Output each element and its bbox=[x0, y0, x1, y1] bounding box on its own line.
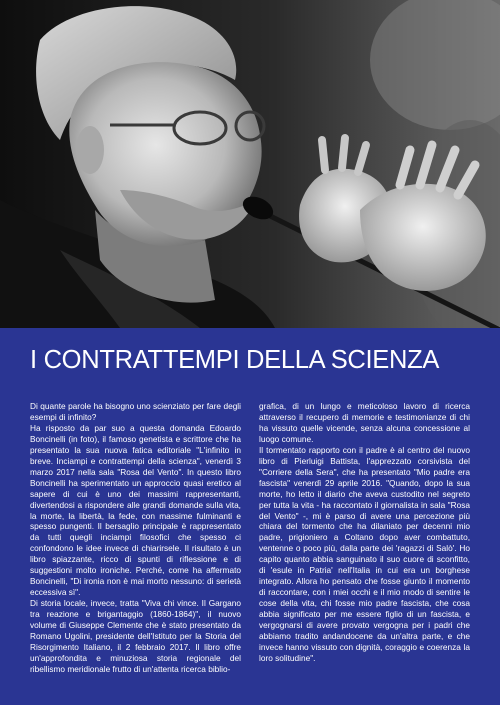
column-right bbox=[259, 401, 470, 697]
column-left bbox=[30, 401, 241, 697]
paragraph: Ha risposto da par suo a questa domanda Edoardo Boncinelli (in foto), il famoso genetista e scrittore che ha presentato la sua nuova fatica editoriale "L'infinito in breve. Inciampi e contrattempi della scienza", venerdì 3 marzo 2017 nella sala "Rosa del Vento". In questo libro Boncinelli ha sperimentato un approccio quasi eretico al sapere di cui è uno dei massimi rappresentanti, divertendosi a rispondere alle grandi domande sulla vita, la morte, la libertà, la fede, con massime fulminanti e spesso pungenti. Il bersaglio principale è rappresentato da tutti quegli inciampi filosofici che spesso ci confondono le idee invece di chiarirsele. Il risultato è un libro spiazzante, ricco di spunti di riflessione e di suggestioni molto ironiche. Perché, come ha affermato Boncinelli, "Di ironia non è mai morto nessuno: di serietà eccessiva sì". bbox=[30, 422, 241, 598]
paragraph: Il tormentato rapporto con il padre è al centro del nuovo libro di Pierluigi Battista, l'apprezzato corsivista del "Corriere della Sera", che ha presentato "Mio padre era fascista" venerdì 29 aprile 2016. "Quando, dopo la sua morte, ho letto il diario che aveva custodito nel segreto per tutta la vita - ha raccontato il giornalista in sala "Rosa del Vento" -, mi è parso di avere una percezione più chiara del tormento che ha dilaniato per decenni mio padre, prigioniero a Coltano dopo aver combattuto, ventenne o poco più, dalla parte dei 'ragazzi di Salò'. Ho capito quanto abbia sanguinato il suo cuore di sconfitto, di 'esule in Patria' nell'Italia in cui era un borghese integrato. Allora ho pensato che fosse giunto il momento di raccontare, con i miei occhi e il mio modo di sentire le cose della vita, chi fosse mio padre fascista, che cosa abbia significato per me essere figlio di un fascista, e vergognarsi di avere provato vergogna per i padri che abbiamo tradito andandocene da un'altra parte, e che invece hanno vissuto con dignità, coraggio e coerenza la loro solitudine". bbox=[259, 444, 470, 663]
portrait-photo bbox=[0, 0, 500, 328]
article-body bbox=[30, 401, 470, 697]
paragraph: grafica, di un lungo e meticoloso lavoro di ricerca attraverso il recupero di memorie e testimonianze di chi ha vissuto quelle vicende, senza alcuna concessione al luogo comune. bbox=[259, 401, 470, 444]
paragraph: Di storia locale, invece, tratta "Viva chi vince. Il Gargano tra reazione e brigantaggio (1860-1864)", il nuovo volume di Giuseppe Clemente che è stato presentato da Romano Ugolini, presidente dell'Istituto per la Storia del Risorgimento Italiano, il 2 febbraio 2017. Il libro offre un'approfondita e minuziosa storia regionale del ribellismo meridionale frutto di un'attenta ricerca biblio- bbox=[30, 598, 241, 674]
paragraph: Di quante parole ha bisogno uno scienziato per fare degli esempi di infinito? bbox=[30, 401, 241, 422]
article-title: I CONTRATTEMPI DELLA SCIENZA bbox=[30, 346, 440, 374]
